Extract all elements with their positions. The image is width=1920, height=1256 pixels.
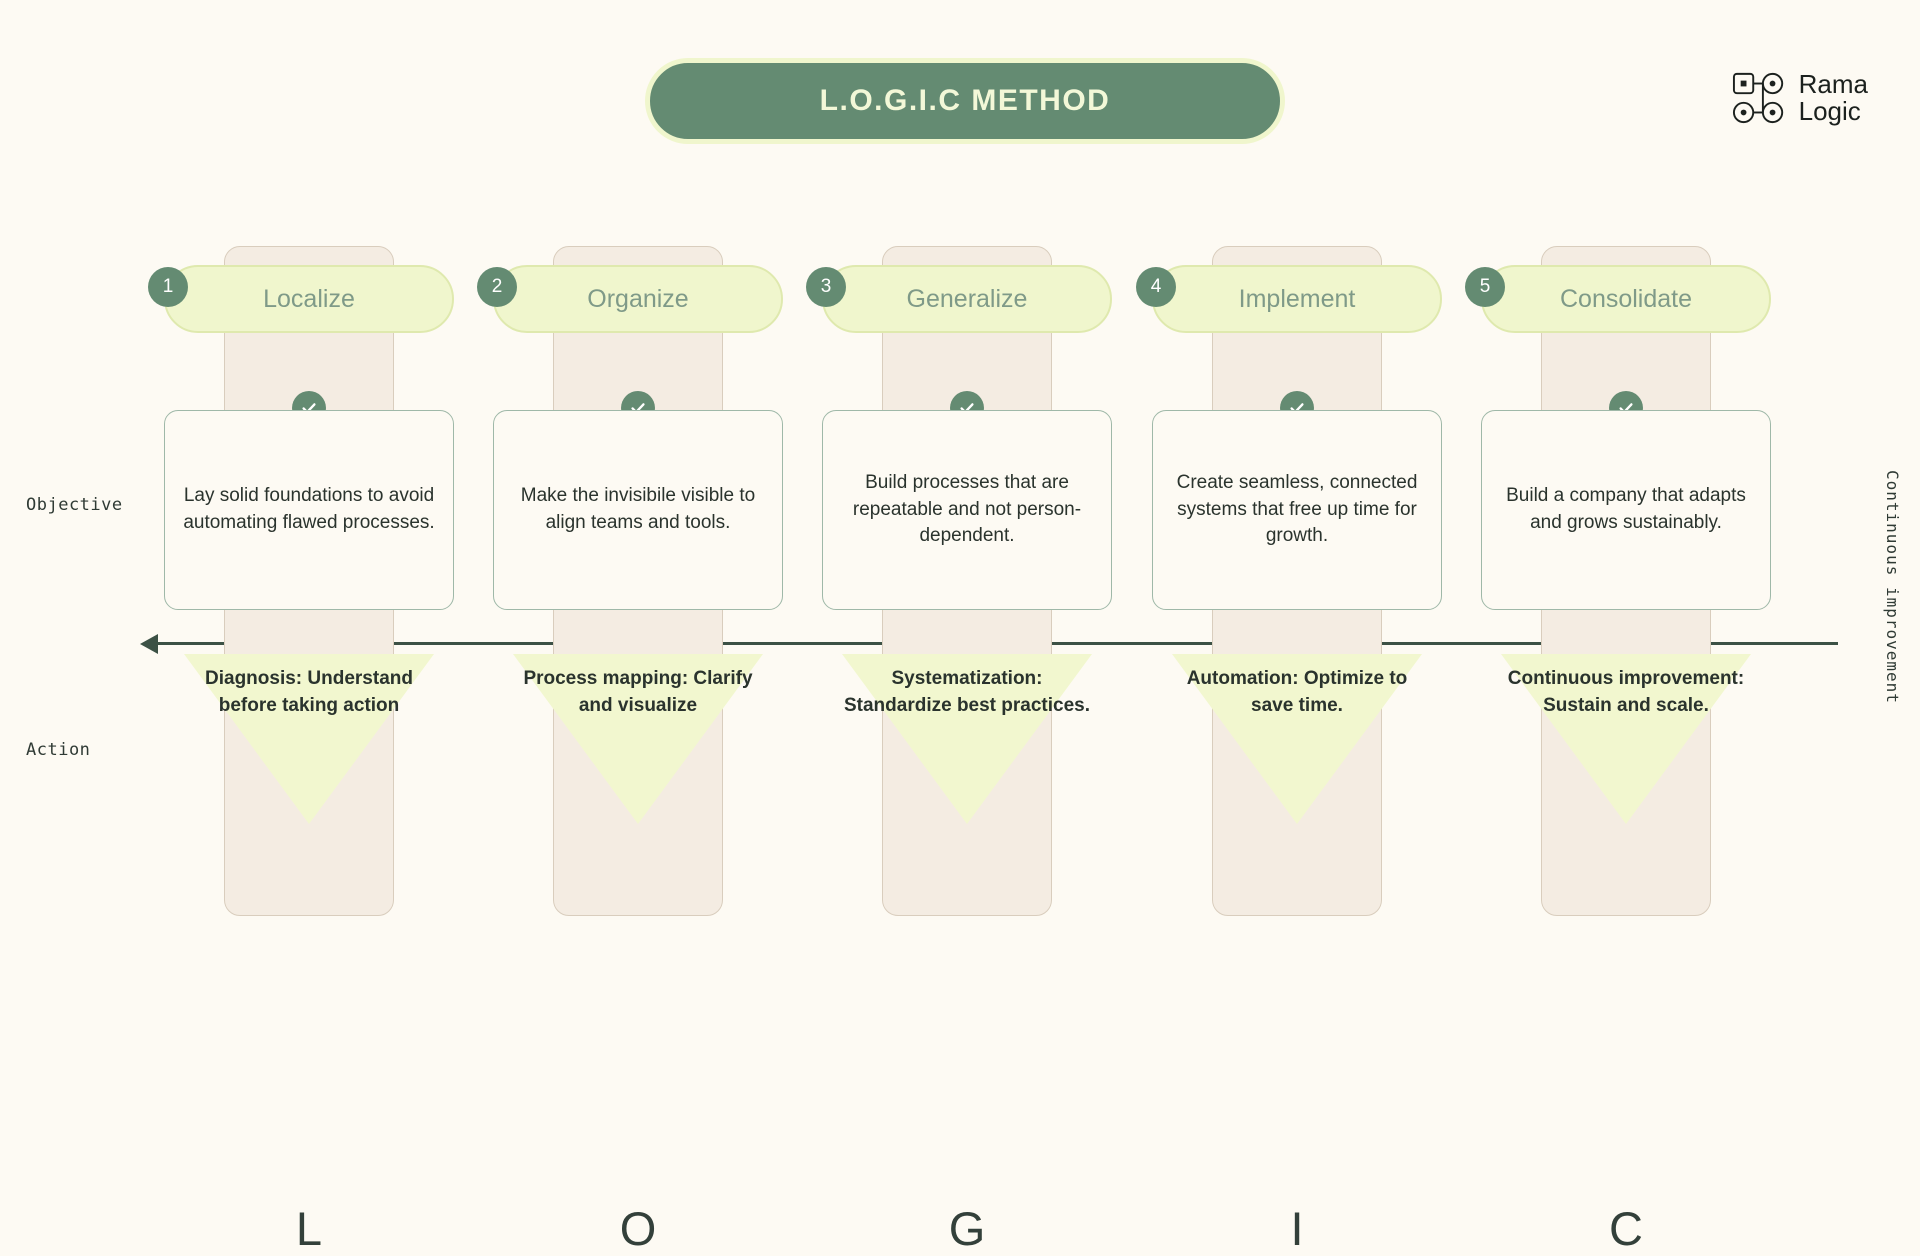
objective-text-1: Lay solid foundations to avoid automating flawed processes. <box>183 485 435 533</box>
stage-letter-2: O <box>619 1202 657 1255</box>
stage-letter-1: L <box>295 1202 323 1255</box>
stage-name-pill-2[interactable] <box>493 265 783 333</box>
objective-text-4: Create seamless, connected systems that free up time for growth. <box>1176 471 1418 547</box>
brand-text <box>1798 68 1868 126</box>
stage-number-badge-2 <box>477 267 517 307</box>
continuous-improvement-label: Continuous improvement <box>1883 470 1902 704</box>
action-text-4: Automation: Optimize to save time. <box>1186 668 1408 716</box>
action-text-3: Systematization: Standardize best practices. <box>843 668 1091 716</box>
objective-card-3 <box>822 410 1112 610</box>
stage-number-1: 1 <box>162 276 174 297</box>
stage-number-3: 3 <box>820 276 832 297</box>
stage-number-badge-4 <box>1136 267 1176 307</box>
stage-name-3: Generalize <box>906 284 1028 313</box>
stage-name-5: Consolidate <box>1559 284 1693 313</box>
action-text-5: Continuous improvement: Sustain and scale. <box>1507 668 1745 716</box>
objective-text-5: Build a company that adapts and grows sustainably. <box>1506 485 1746 533</box>
objective-card-5 <box>1481 410 1771 610</box>
action-text-2: Process mapping: Clarify and visualize <box>523 668 753 716</box>
stage-name-pill-5[interactable] <box>1481 265 1771 333</box>
stage-letter-3: G <box>948 1202 986 1255</box>
stage-name-4: Implement <box>1238 284 1356 313</box>
action-text-1: Diagnosis: Understand before taking action <box>205 668 413 716</box>
objective-text-2: Make the invisibile visible to align teams and tools. <box>520 485 756 533</box>
network-nodes-icon <box>1731 70 1789 126</box>
stage-letter-5: C <box>1609 1202 1643 1255</box>
stage-number-badge-1 <box>148 267 188 307</box>
stage-number-5: 5 <box>1479 276 1491 297</box>
stage-number-badge-5 <box>1465 267 1505 307</box>
stage-name-pill-3[interactable] <box>822 265 1112 333</box>
stage-name-1: Localize <box>263 284 355 313</box>
left-arrow-icon <box>140 634 158 654</box>
objective-row-label: Objective <box>26 495 123 515</box>
page-title <box>645 58 1285 144</box>
objective-card-1 <box>164 410 454 610</box>
stage-name-pill-1[interactable] <box>164 265 454 333</box>
stage-name-2: Organize <box>587 284 689 313</box>
page-title-text: L.O.G.I.C METHOD <box>819 84 1111 117</box>
stage-letter-4: I <box>1290 1202 1304 1255</box>
stage-number-2: 2 <box>491 276 503 297</box>
objective-card-4 <box>1152 410 1442 610</box>
stage-number-badge-3 <box>806 267 846 307</box>
objective-text-3: Build processes that are repeatable and not person-dependent. <box>852 471 1082 547</box>
objective-card-2 <box>493 410 783 610</box>
brand-logo <box>1731 70 1868 126</box>
stage-name-pill-4[interactable] <box>1152 265 1442 333</box>
stage-number-4: 4 <box>1150 276 1162 297</box>
action-row-label: Action <box>26 740 91 760</box>
brand-line-1: Rama <box>1798 68 1868 99</box>
brand-line-2: Logic <box>1798 96 1861 126</box>
